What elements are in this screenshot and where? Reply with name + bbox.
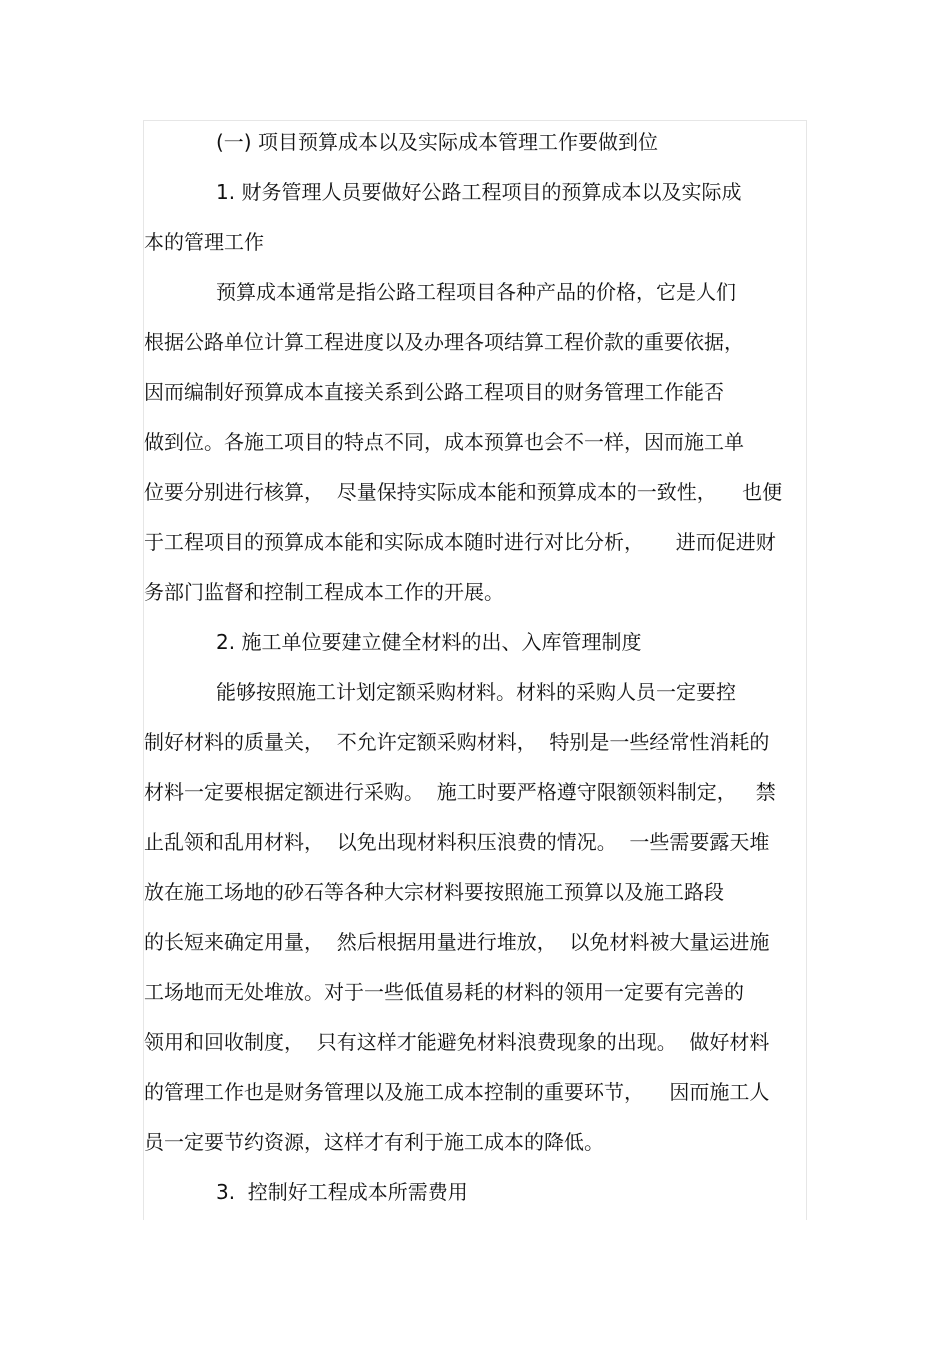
paragraph-line: 材料一定要根据定额进行采购。 施工时要严格遵守限额领料制定， 禁 xyxy=(144,780,776,804)
paragraph-line: 止乱领和乱用材料， 以免出现材料积压浪费的情况。 一些需要露天堆 xyxy=(144,830,770,854)
paragraph-line: 能够按照施工计划定额采购材料。材料的采购人员一定要控 xyxy=(216,680,736,704)
paragraph-line: 领用和回收制度， 只有这样才能避免材料浪费现象的出现。 做好材料 xyxy=(144,1030,770,1054)
paragraph-line: 预算成本通常是指公路工程项目各种产品的价格，它是人们 xyxy=(216,280,736,304)
paragraph-line: 的长短来确定用量， 然后根据用量进行堆放， 以免材料被大量运进施 xyxy=(144,930,770,954)
paragraph-line: 制好材料的质量关， 不允许定额采购材料， 特别是一些经常性消耗的 xyxy=(144,730,770,754)
subheading-1-line-1: 1. 财务管理人员要做好公路工程项目的预算成本以及实际成 xyxy=(216,180,742,204)
paragraph-line: 做到位。各施工项目的特点不同，成本预算也会不一样，因而施工单 xyxy=(144,430,744,454)
paragraph-line: 放在施工场地的砂石等各种大宗材料要按照施工预算以及施工路段 xyxy=(144,880,724,904)
paragraph-line: 因而编制好预算成本直接关系到公路工程项目的财务管理工作能否 xyxy=(144,380,724,404)
paragraph-line: 务部门监督和控制工程成本工作的开展。 xyxy=(144,580,504,604)
paragraph-line: 工场地而无处堆放。对于一些低值易耗的材料的领用一定要有完善的 xyxy=(144,980,744,1004)
paragraph-line: 的管理工作也是财务管理以及施工成本控制的重要环节， 因而施工人 xyxy=(144,1080,770,1104)
paragraph-line: 于工程项目的预算成本能和实际成本随时进行对比分析， 进而促进财 xyxy=(144,530,776,554)
paragraph-line: 员一定要节约资源，这样才有利于施工成本的降低。 xyxy=(144,1130,604,1154)
subheading-2: 2. 施工单位要建立健全材料的出、入库管理制度 xyxy=(216,630,642,654)
subheading-3: 3. 控制好工程成本所需费用 xyxy=(216,1180,468,1204)
subheading-1-line-2: 本的管理工作 xyxy=(144,230,264,254)
paragraph-line: 位要分别进行核算， 尽量保持实际成本能和预算成本的一致性， 也便 xyxy=(144,480,783,504)
section-heading: (一) 项目预算成本以及实际成本管理工作要做到位 xyxy=(216,130,658,154)
paragraph-line: 根据公路单位计算工程进度以及办理各项结算工程价款的重要依据， xyxy=(144,330,744,354)
